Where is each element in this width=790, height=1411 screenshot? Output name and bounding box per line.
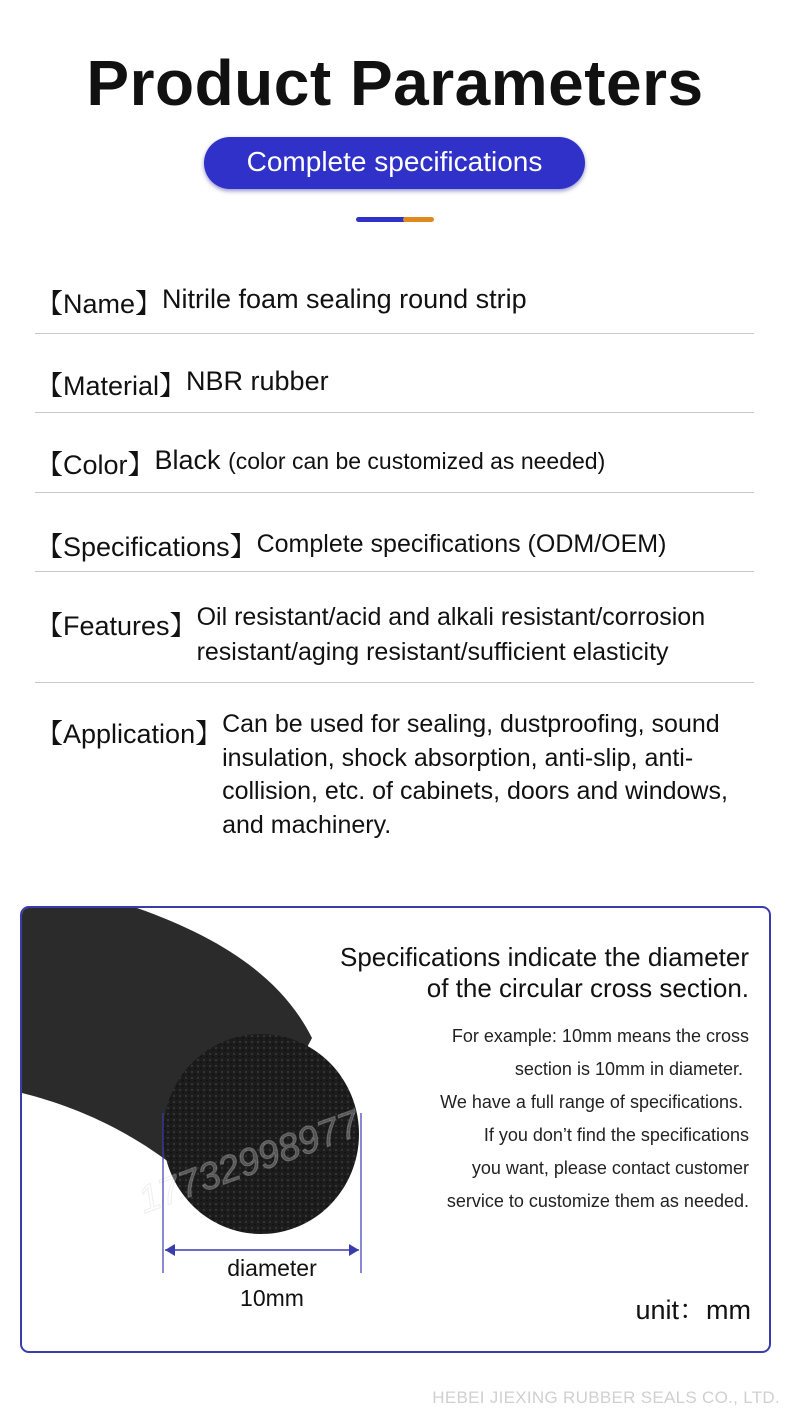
specifications-badge: Complete specifications [204,137,585,189]
diagram-description [440,1020,749,1218]
param-label: 【Color】 [36,450,155,480]
diameter-text: diameter [227,1255,317,1281]
param-label: 【Application】 [36,719,223,749]
description-line: For example: 10mm means the cross [451,1026,749,1046]
param-material [36,364,754,403]
divider-blue [356,217,406,222]
param-value: Nitrile foam sealing round strip [162,284,527,314]
color-value: Black [154,445,221,475]
param-label: 【Name】 [36,289,163,319]
description-line: We have a full range of specifications. [440,1092,743,1112]
divider [35,682,754,683]
diameter-diagram-panel [20,906,771,1353]
description-line: If you don’t find the specifications [483,1125,749,1145]
param-name [36,282,754,321]
divider [35,412,754,413]
param-application [36,708,776,842]
param-value: Oil resistant/acid and alkali resistant/corrosion resistant/aging resistant/sufficient elasticity [196,603,706,666]
param-label: 【Material】 [36,371,187,401]
description-line: service to customize them as needed. [446,1191,749,1211]
diameter-label [202,1253,342,1313]
param-value [155,443,606,482]
divider [35,333,754,334]
page-title: Product Parameters [86,47,704,119]
heading-line: of the circular cross section. [426,973,749,1003]
diameter-value: 10mm [240,1285,304,1311]
param-value: Complete specifications (ODM/OEM) [256,530,667,558]
diagram-heading [340,942,749,1004]
divider [35,571,754,572]
param-specifications [36,525,754,564]
color-note: (color can be customized as needed) [228,448,606,474]
company-footer: HEBEI JIEXING RUBBER SEALS CO., LTD. [432,1388,780,1407]
heading-line: Specifications indicate the diameter [339,942,749,972]
description-line: section is 10mm in diameter. [514,1059,743,1079]
param-color [36,443,754,482]
unit-label: unit：mm [635,1295,751,1325]
param-label: 【Specifications】 [36,532,257,562]
param-features [36,600,776,670]
watermark: 17732998977 [132,1102,366,1222]
description-line: you want, please contact customer [471,1158,749,1178]
divider [35,492,754,493]
divider-orange [403,217,434,222]
param-value: NBR rubber [186,366,329,396]
param-value: Can be used for sealing, dustproofing, sound insulation, shock absorption, anti-slip, anti-collision, etc. of cabinets, doors and windows, and machinery. [222,710,728,839]
param-label: 【Features】 [36,611,197,641]
